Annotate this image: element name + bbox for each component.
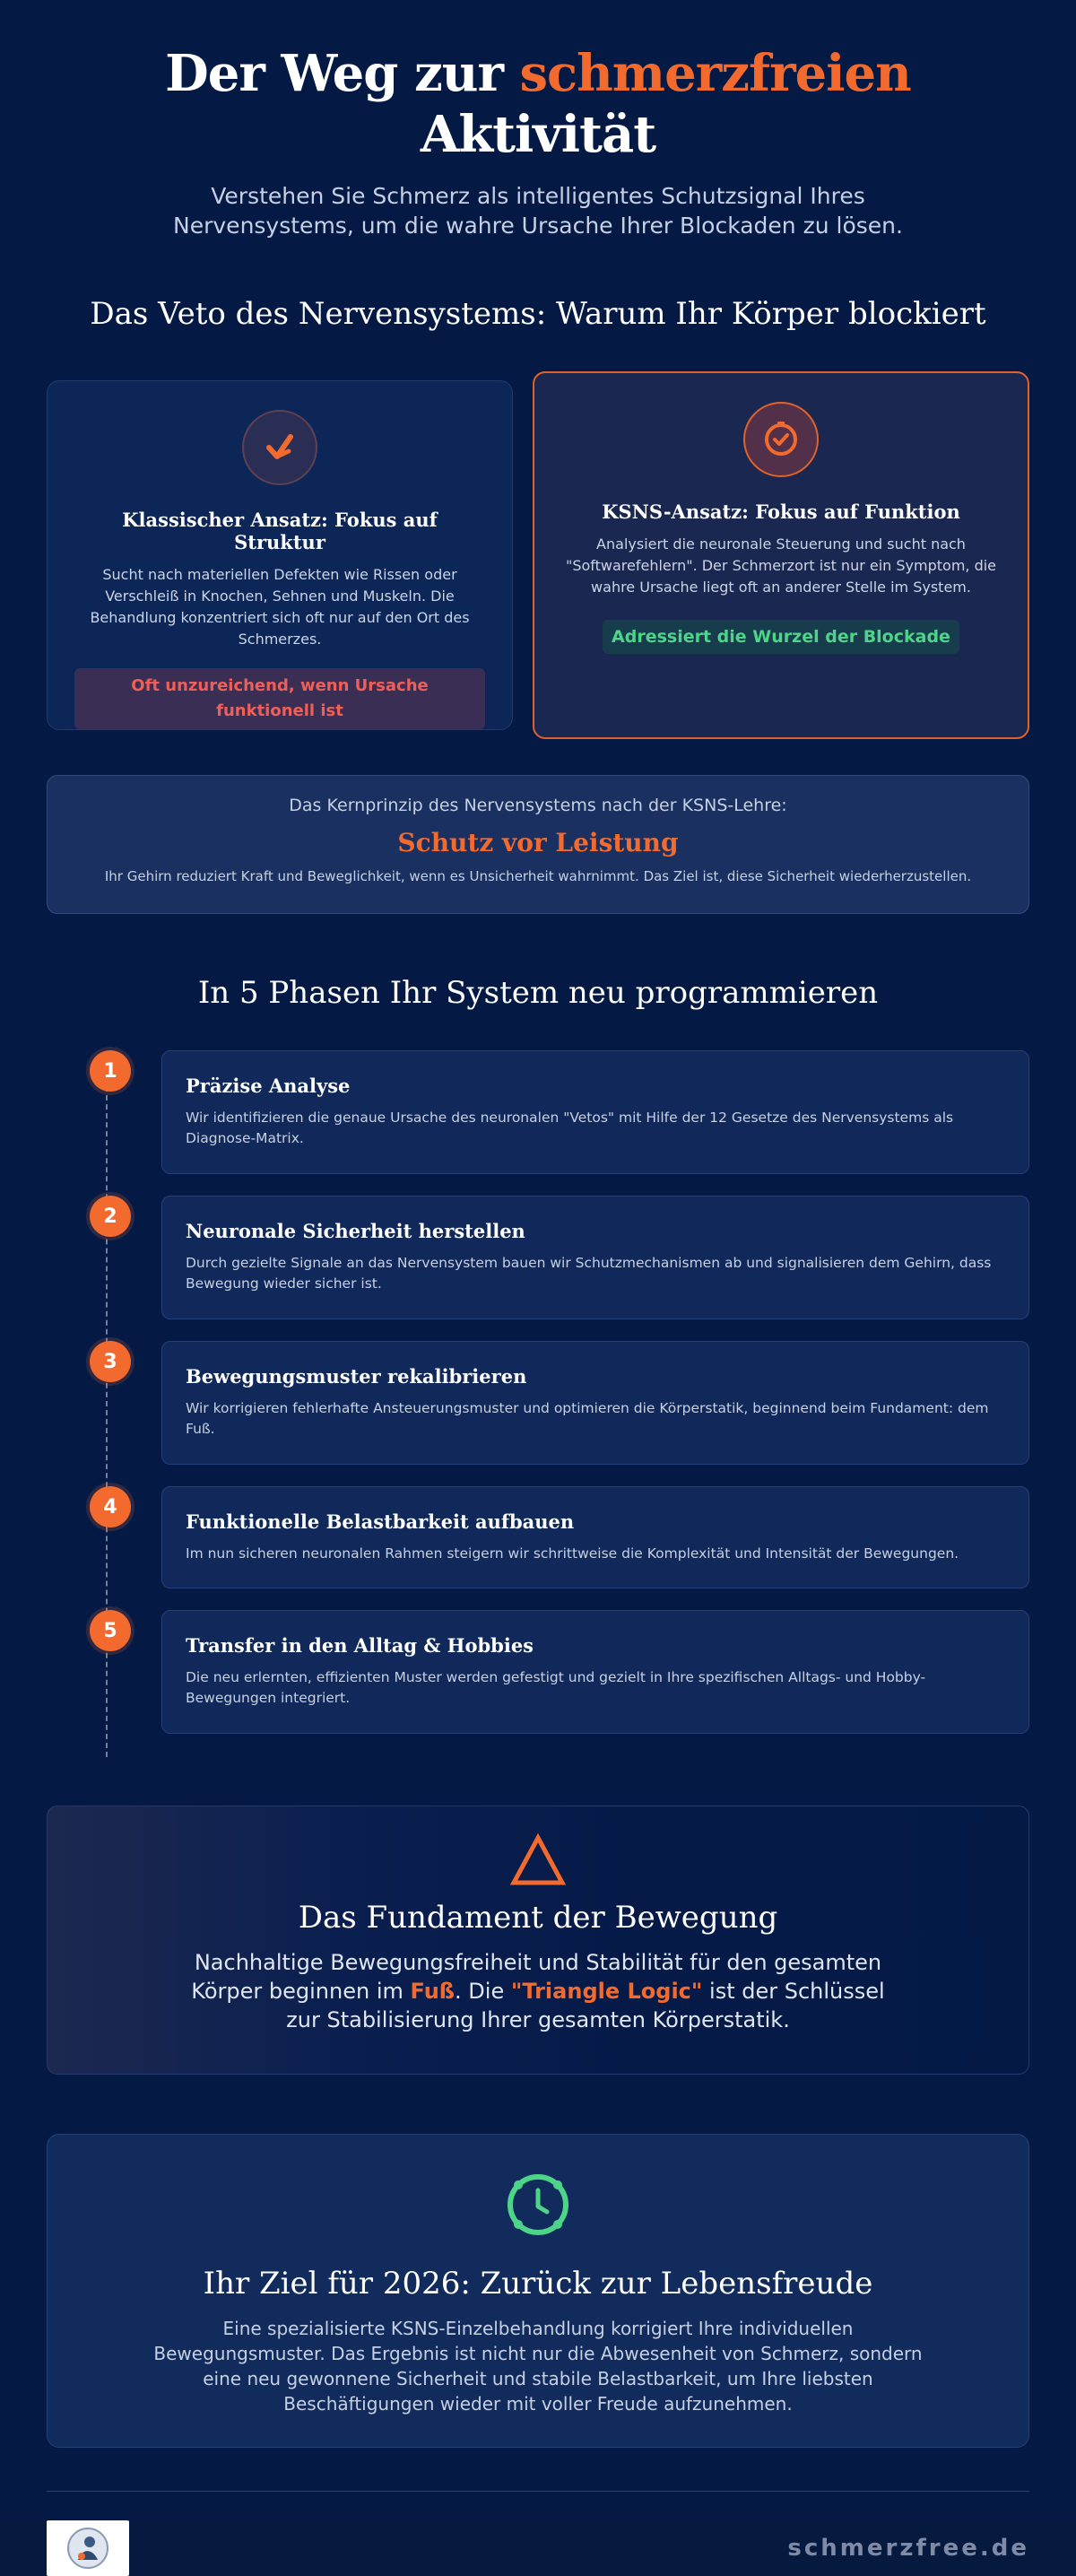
core-principle-box [47, 775, 1029, 914]
fundament-highlight-foot: Fuß [410, 1979, 456, 2004]
goal-title: Ihr Ziel für 2026: Zurück zur Lebensfreude [203, 2266, 873, 2302]
triangle-icon [48, 1833, 1028, 1891]
ksns-approach-badge: Adressiert die Wurzel der Blockade [603, 620, 959, 654]
goal-text: Eine spezialisierte KSNS-Einzelbehandlung korrigiert Ihre individuellen Bewegungsmuster. Das Ergebnis ist nicht nur die Abwesenheit von Schmerz, sondern eine neu gewonnene Sicherheit und stabile Belastbarkeit, um Ihre liebsten Beschäftigungen wieder mit voller Freude aufzunehmen. [153, 2318, 923, 2415]
clock-badge-icon [743, 402, 819, 477]
checkmark-icon [242, 410, 317, 485]
fundament-section [47, 1806, 1029, 2075]
phase-item [47, 1196, 1029, 1319]
classic-approach-text: Sucht nach materiellen Defekten wie Rissen oder Verschleiß in Knochen, Sehnen und Muskeln. Die Behandlung konzentriert sich oft nur auf den Ort des Schmerzes. [90, 566, 470, 648]
principle-text: Ihr Gehirn reduziert Kraft und Beweglichkeit, wenn es Unsicherheit wahrnimmt. Das Ziel ist, diese Sicherheit wiederherzustellen. [104, 868, 972, 884]
hero [47, 0, 1029, 240]
principle-intro: Das Kernprinzip des Nervensystems nach der KSNS-Lehre: [289, 796, 787, 815]
classic-approach-card [47, 380, 513, 730]
title-accent: schmerzfreien [519, 44, 911, 103]
hero-subtitle: Verstehen Sie Schmerz als intelligentes Schutzsignal Ihres Nervensystems, um die wahre Ursache Ihrer Blockaden zu lösen. [173, 183, 903, 239]
phase-title: Transfer in den Alltag & Hobbies [186, 1634, 534, 1657]
title-pre: Der Weg zur [165, 44, 520, 103]
phase-number: 2 [90, 1196, 131, 1237]
comparison-cards [47, 371, 1029, 739]
footer [47, 2491, 1029, 2576]
phases-section-title: In 5 Phasen Ihr System neu programmieren [197, 975, 879, 1011]
phase-card [161, 1610, 1029, 1734]
phases-timeline [47, 1050, 1029, 1734]
title-post: Aktivität [420, 105, 656, 164]
phase-card [161, 1050, 1029, 1174]
logo-icon[interactable] [47, 2520, 129, 2576]
page-title [47, 43, 1029, 165]
phase-item [47, 1486, 1029, 1588]
phase-text: Die neu erlernten, effizienten Muster werden gefestigt und gezielt in Ihre spezifischen Alltags- und Hobby-Bewegungen integriert. [186, 1669, 926, 1706]
phase-title: Präzise Analyse [186, 1075, 351, 1097]
phase-number: 1 [90, 1050, 131, 1092]
fundament-text-part: . Die [455, 1979, 511, 2004]
fundament-text [179, 1948, 897, 2034]
phase-number: 3 [90, 1341, 131, 1382]
phase-text: Im nun sicheren neuronalen Rahmen steigern wir schrittweise die Komplexität und Intensität der Bewegungen. [186, 1545, 959, 1562]
fundament-text-part: ist der Schlüssel zur Stabilisierung Ihrer gesamten Körperstatik. [286, 1979, 885, 2032]
phase-title: Neuronale Sicherheit herstellen [186, 1220, 525, 1242]
phase-text: Durch gezielte Signale an das Nervensystem bauen wir Schutzmechanismen ab und signalisieren dem Gehirn, dass Bewegung wieder sicher ist. [186, 1255, 992, 1292]
phase-item [47, 1610, 1029, 1734]
phase-item [47, 1050, 1029, 1174]
phase-card [161, 1196, 1029, 1319]
ksns-approach-text: Analysiert die neuronale Steuerung und sucht nach "Softwarefehlern". Der Schmerzort ist nur ein Symptom, die wahre Ursache liegt oft an anderer Stelle im System. [565, 535, 997, 596]
phase-item [47, 1341, 1029, 1465]
phase-card [161, 1341, 1029, 1465]
phase-card [161, 1486, 1029, 1588]
phase-title: Bewegungsmuster rekalibrieren [186, 1365, 527, 1388]
fundament-title: Das Fundament der Bewegung [298, 1900, 778, 1936]
veto-section-title: Das Veto des Nervensystems: Warum Ihr Körper blockiert [90, 296, 986, 332]
phase-text: Wir korrigieren fehlerhafte Ansteuerungsmuster und optimieren die Körperstatik, beginnend beim Fundament: dem Fuß. [186, 1400, 989, 1437]
classic-approach-title: Klassischer Ansatz: Fokus auf Struktur [122, 509, 438, 553]
fundament-highlight-triangle-logic: "Triangle Logic" [510, 1979, 703, 2004]
site-domain[interactable]: schmerzfree.de [787, 2535, 1029, 2562]
fundament-text-part: Nachhaltige Bewegungsfreiheit und Stabilität für den gesamten Körper beginnen im [191, 1950, 882, 2004]
phase-title: Funktionelle Belastbarkeit aufbauen [186, 1510, 575, 1533]
phase-text: Wir identifizieren die genaue Ursache des neuronalen "Vetos" mit Hilfe der 12 Gesetze des Nervensystems als Diagnose-Matrix. [186, 1110, 954, 1146]
clock-icon [48, 2171, 1028, 2242]
classic-approach-badge: Oft unzureichend, wenn Ursache funktionell ist [74, 668, 485, 729]
ksns-approach-card [533, 371, 1029, 739]
ksns-approach-title: KSNS-Ansatz: Fokus auf Funktion [602, 500, 960, 523]
phase-number: 4 [90, 1486, 131, 1527]
phase-number: 5 [90, 1610, 131, 1651]
goal-section [47, 2134, 1029, 2448]
principle-headline: Schutz vor Leistung [397, 828, 679, 857]
